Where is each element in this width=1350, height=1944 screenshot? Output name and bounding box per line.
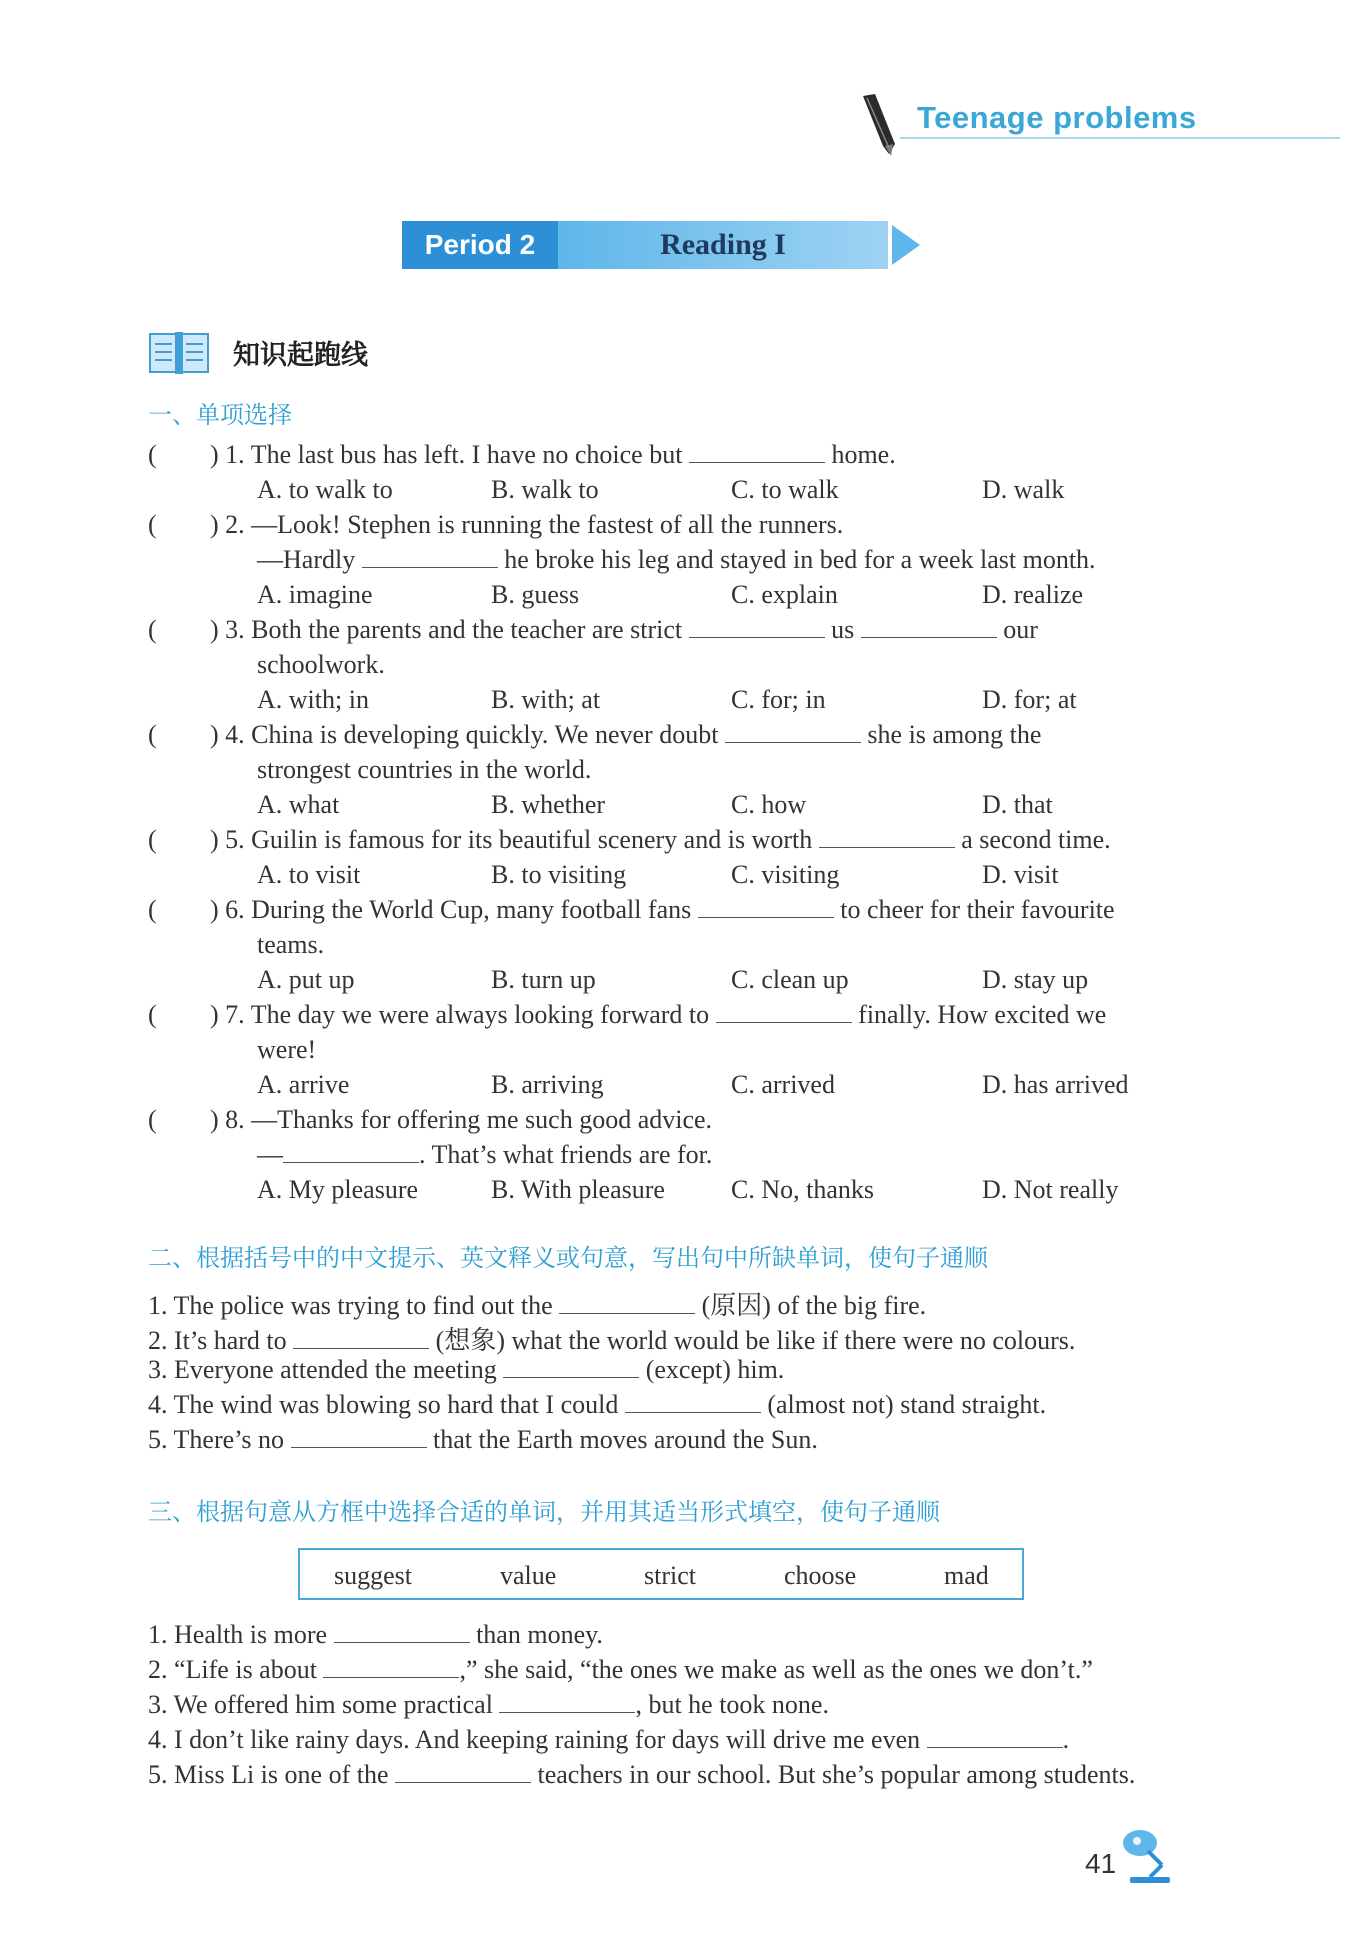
- desk-lamp-icon: [1120, 1825, 1176, 1885]
- question-4-line2: strongest countries in the world.: [257, 755, 592, 784]
- answer-paren: (: [148, 895, 157, 924]
- option-b[interactable]: B. arriving: [491, 1070, 604, 1099]
- option-c[interactable]: C. to walk: [731, 475, 839, 504]
- book-icon: [148, 330, 210, 376]
- answer-paren: (: [148, 1000, 157, 1029]
- answer-blank[interactable]: [362, 547, 498, 568]
- answer-blank[interactable]: [291, 1427, 427, 1448]
- option-c[interactable]: C. clean up: [731, 965, 849, 994]
- option-a[interactable]: A. to visit: [257, 860, 361, 889]
- option-a[interactable]: A. arrive: [257, 1070, 350, 1099]
- fill-item-2: 2. It’s hard to (想象) what the world would be like if there were no colours.: [148, 1326, 1076, 1355]
- option-d[interactable]: D. stay up: [982, 965, 1089, 994]
- option-a[interactable]: A. put up: [257, 965, 355, 994]
- option-d[interactable]: D. walk: [982, 475, 1065, 504]
- answer-paren: (: [148, 720, 157, 749]
- option-a[interactable]: A. what: [257, 790, 340, 819]
- answer-paren: (: [148, 1105, 157, 1134]
- answer-blank[interactable]: [293, 1328, 429, 1349]
- option-b[interactable]: B. guess: [491, 580, 580, 609]
- option-d[interactable]: D. that: [982, 790, 1053, 819]
- option-d[interactable]: D. visit: [982, 860, 1059, 889]
- question-7-line2: were!: [257, 1035, 317, 1064]
- option-c[interactable]: C. explain: [731, 580, 838, 609]
- banner-arrow-icon: [892, 225, 920, 265]
- answer-blank[interactable]: [499, 1692, 635, 1713]
- answer-blank[interactable]: [698, 897, 834, 918]
- word-box: [298, 1548, 1024, 1600]
- pen-icon: [855, 92, 905, 158]
- answer-blank[interactable]: [927, 1727, 1063, 1748]
- answer-paren: (: [148, 510, 157, 539]
- question-2: ) 2. —Look! Stephen is running the fastest of all the runners.: [210, 510, 844, 539]
- period-banner: [402, 221, 920, 269]
- section3-title: 三、根据句意从方框中选择合适的单词，并用其适当形式填空，使句子通顺: [148, 1498, 940, 1526]
- option-d[interactable]: D. Not really: [982, 1175, 1119, 1204]
- answer-blank[interactable]: [283, 1142, 419, 1163]
- word-fill-item-2: 2. “Life is about ,” she said, “the ones we make as well as the ones we don’t.”: [148, 1655, 1093, 1684]
- word-option: choose: [784, 1561, 857, 1590]
- option-d[interactable]: D. has arrived: [982, 1070, 1129, 1099]
- answer-blank[interactable]: [334, 1622, 470, 1643]
- answer-paren: (: [148, 615, 157, 644]
- option-b[interactable]: B. walk to: [491, 475, 599, 504]
- answer-blank[interactable]: [725, 722, 861, 743]
- answer-blank[interactable]: [689, 442, 825, 463]
- lesson-label: Reading I: [558, 221, 888, 269]
- section1-title: 一、单项选择: [148, 401, 292, 429]
- answer-blank[interactable]: [716, 1002, 852, 1023]
- option-c[interactable]: C. for; in: [731, 685, 826, 714]
- question-8: ) 8. —Thanks for offering me such good advice.: [210, 1105, 713, 1134]
- answer-blank[interactable]: [689, 617, 825, 638]
- option-d[interactable]: D. for; at: [982, 685, 1077, 714]
- option-c[interactable]: C. visiting: [731, 860, 840, 889]
- fill-item-5: 5. There’s no that the Earth moves around the Sun.: [148, 1425, 818, 1454]
- question-4: ) 4. China is developing quickly. We never doubt she is among the: [210, 720, 1042, 749]
- question-6-line2: teams.: [257, 930, 325, 959]
- page-number: 41: [1085, 1848, 1117, 1879]
- section2-title: 二、根据括号中的中文提示、英文释义或句意，写出句中所缺单词，使句子通顺: [148, 1244, 988, 1272]
- answer-paren: (: [148, 440, 157, 469]
- question-1: ) 1. The last bus has left. I have no choice but home.: [210, 440, 896, 469]
- section-main-title: 知识起跑线: [233, 340, 368, 371]
- word-option: value: [500, 1561, 557, 1590]
- option-c[interactable]: C. arrived: [731, 1070, 835, 1099]
- answer-blank[interactable]: [819, 827, 955, 848]
- word-option: strict: [644, 1561, 696, 1590]
- option-b[interactable]: B. whether: [491, 790, 606, 819]
- fill-item-4: 4. The wind was blowing so hard that I could (almost not) stand straight.: [148, 1390, 1047, 1419]
- option-b[interactable]: B. to visiting: [491, 860, 627, 889]
- option-a[interactable]: A. imagine: [257, 580, 373, 609]
- question-7: ) 7. The day we were always looking forward to finally. How excited we: [210, 1000, 1107, 1029]
- question-8-line2: — . That’s what friends are for.: [257, 1140, 713, 1169]
- question-3: ) 3. Both the parents and the teacher are strict us our: [210, 615, 1038, 644]
- option-b[interactable]: B. With pleasure: [491, 1175, 665, 1204]
- word-fill-item-3: 3. We offered him some practical , but he took none.: [148, 1690, 829, 1719]
- answer-blank[interactable]: [503, 1357, 639, 1378]
- word-fill-item-5: 5. Miss Li is one of the teachers in our school. But she’s popular among students.: [148, 1760, 1136, 1789]
- word-fill-item-1: 1. Health is more than money.: [148, 1620, 603, 1649]
- fill-item-1: 1. The police was trying to find out the (原因) of the big fire.: [148, 1291, 927, 1320]
- header-title: Teenage problems: [917, 100, 1197, 135]
- question-5: ) 5. Guilin is famous for its beautiful scenery and is worth a second time.: [210, 825, 1111, 854]
- option-a[interactable]: A. with; in: [257, 685, 369, 714]
- option-b[interactable]: B. turn up: [491, 965, 596, 994]
- answer-blank[interactable]: [395, 1762, 531, 1783]
- answer-blank[interactable]: [625, 1392, 761, 1413]
- answer-paren: (: [148, 825, 157, 854]
- word-option: mad: [944, 1561, 989, 1590]
- answer-blank[interactable]: [559, 1293, 695, 1314]
- option-a[interactable]: A. to walk to: [257, 475, 393, 504]
- question-6: ) 6. During the World Cup, many football fans to cheer for their favourite: [210, 895, 1115, 924]
- question-2-line2: —Hardly he broke his leg and stayed in bed for a week last month.: [257, 545, 1096, 574]
- option-c[interactable]: C. how: [731, 790, 807, 819]
- answer-blank[interactable]: [323, 1657, 459, 1678]
- fill-item-3: 3. Everyone attended the meeting (except) him.: [148, 1355, 785, 1384]
- option-d[interactable]: D. realize: [982, 580, 1084, 609]
- option-b[interactable]: B. with; at: [491, 685, 601, 714]
- option-c[interactable]: C. No, thanks: [731, 1175, 874, 1204]
- question-3-line2: schoolwork.: [257, 650, 385, 679]
- word-option: suggest: [334, 1561, 412, 1590]
- answer-blank[interactable]: [861, 617, 997, 638]
- word-fill-item-4: 4. I don’t like rainy days. And keeping raining for days will drive me even .: [148, 1725, 1070, 1754]
- option-a[interactable]: A. My pleasure: [257, 1175, 419, 1204]
- period-label: Period 2: [402, 221, 558, 269]
- header-rule: [900, 137, 1340, 139]
